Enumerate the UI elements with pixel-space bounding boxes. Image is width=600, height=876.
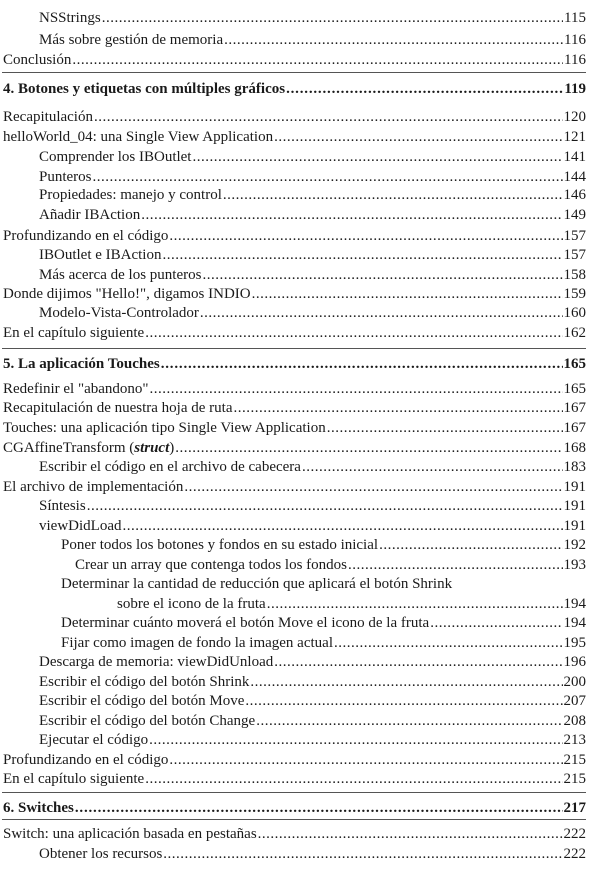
toc-entry-page: 196 — [563, 654, 586, 670]
dot-leader — [163, 845, 562, 863]
toc-entry[interactable] — [75, 556, 586, 574]
dot-leader — [223, 186, 563, 204]
toc-entry-page: 144 — [563, 169, 586, 185]
dot-leader — [274, 653, 562, 671]
toc-entry-title: Profundizando en el código — [3, 752, 169, 768]
dot-leader — [87, 497, 563, 515]
toc-entry-page: 160 — [563, 305, 586, 321]
toc-entry-title: 6. Switches — [3, 800, 74, 816]
toc-entry-page: 116 — [564, 32, 586, 48]
dot-leader — [145, 770, 562, 788]
toc-entry[interactable] — [39, 653, 586, 671]
toc-entry-title: Switch: una aplicación basada en pestañas — [3, 826, 257, 842]
section-divider — [2, 819, 586, 820]
toc-entry-title: Crear un array que contenga todos los fondos — [75, 557, 348, 573]
toc-entry[interactable] — [39, 31, 586, 49]
dot-leader — [286, 80, 563, 98]
dot-leader — [94, 108, 563, 126]
toc-entry[interactable] — [3, 324, 586, 342]
toc-entry[interactable] — [3, 285, 586, 303]
toc-entry[interactable] — [39, 246, 586, 264]
toc-entry[interactable] — [3, 227, 586, 245]
toc-entry-page: 120 — [563, 109, 586, 125]
toc-chapter-entry[interactable] — [3, 80, 586, 98]
toc-entry-title: Comprender los IBOutlet — [39, 149, 192, 165]
dot-leader — [267, 595, 563, 613]
toc-entry[interactable] — [3, 825, 586, 843]
dot-leader — [256, 712, 562, 730]
toc-entry-title: Recapitulación — [3, 109, 93, 125]
toc-entry[interactable] — [3, 419, 586, 437]
section-divider — [2, 72, 586, 73]
toc-entry[interactable] — [39, 712, 586, 730]
toc-entry-title: helloWorld_04: una Single View Application — [3, 129, 274, 145]
toc-entry[interactable] — [61, 634, 586, 652]
toc-entry-page: 116 — [564, 52, 586, 68]
toc-entry[interactable] — [39, 845, 586, 863]
toc-entry-page: 146 — [563, 187, 586, 203]
dot-leader — [252, 285, 563, 303]
toc-entry-title: viewDidLoad — [39, 518, 122, 534]
section-divider — [2, 348, 586, 349]
toc-entry[interactable] — [61, 614, 586, 632]
toc-entry[interactable] — [39, 206, 586, 224]
dot-leader — [149, 731, 562, 749]
toc-entry[interactable] — [39, 458, 586, 476]
toc-entry[interactable] — [39, 692, 586, 710]
toc-entry[interactable] — [39, 304, 586, 322]
toc-entry-page: 191 — [563, 498, 586, 514]
dot-leader — [430, 614, 562, 632]
toc-entry[interactable] — [39, 673, 586, 691]
toc-entry-title: 4. Botones y etiquetas con múltiples gráficos — [3, 81, 286, 97]
dot-leader — [258, 825, 563, 843]
toc-entry-title: Escribir el código del botón Change — [39, 713, 256, 729]
toc-entry-title: Obtener los recursos — [39, 846, 163, 862]
dot-leader — [141, 206, 562, 224]
toc-entry-page: 208 — [563, 713, 586, 729]
toc-entry-page: 215 — [563, 771, 586, 787]
dot-leader — [302, 458, 563, 476]
toc-entry-page: 215 — [563, 752, 586, 768]
dot-leader — [348, 556, 562, 574]
toc-entry-title: Touches: una aplicación tipo Single View Application — [3, 420, 326, 436]
toc-entry[interactable] — [3, 51, 586, 69]
toc-entry-title: Más sobre gestión de memoria — [39, 32, 224, 48]
toc-entry-page: 213 — [563, 732, 586, 748]
toc-entry-title: CGAffineTransform (struct) — [3, 440, 175, 456]
toc-entry[interactable] — [3, 108, 586, 126]
dot-leader — [175, 439, 562, 457]
toc-entry-page: 141 — [563, 149, 586, 165]
toc-entry-emphasis: struct — [134, 440, 170, 456]
toc-entry-title: Profundizando en el código — [3, 228, 169, 244]
toc-entry-page: 121 — [563, 129, 586, 145]
toc-entry-page: 183 — [563, 459, 586, 475]
toc-entry[interactable] — [3, 478, 586, 496]
toc-entry[interactable] — [39, 497, 586, 515]
toc-entry-page: 193 — [563, 557, 586, 573]
dot-leader — [150, 380, 563, 398]
toc-entry[interactable] — [39, 148, 586, 166]
toc-entry-page: 157 — [563, 247, 586, 263]
toc-entry-title: Conclusión — [3, 52, 72, 68]
toc-entry[interactable] — [3, 399, 586, 417]
toc-entry[interactable] — [39, 731, 586, 749]
toc-entry-page: 162 — [563, 325, 586, 341]
dot-leader — [379, 536, 562, 554]
dot-leader — [93, 168, 563, 186]
toc-entry-title: Redefinir el "abandono" — [3, 381, 149, 397]
toc-entry-title: sobre el icono de la fruta — [117, 596, 266, 612]
toc-entry-page: 167 — [563, 400, 586, 416]
dot-leader — [161, 355, 563, 373]
dot-leader — [234, 399, 563, 417]
toc-entry-page: 191 — [563, 518, 586, 534]
toc-entry-page: 165 — [563, 381, 586, 397]
toc-entry[interactable] — [61, 575, 586, 593]
dot-leader — [250, 673, 562, 691]
toc-entry-title: Síntesis — [39, 498, 86, 514]
toc-entry-page: 157 — [563, 228, 586, 244]
dot-leader — [334, 634, 563, 652]
dot-leader — [192, 148, 562, 166]
toc-entry-page: 194 — [563, 615, 586, 631]
toc-entry-page: 119 — [564, 81, 586, 97]
toc-entry[interactable] — [3, 439, 586, 457]
dot-leader — [145, 324, 562, 342]
toc-entry-page: 200 — [563, 674, 586, 690]
toc-entry-page: 159 — [563, 286, 586, 302]
toc-entry-title: IBOutlet e IBAction — [39, 247, 162, 263]
dot-leader — [169, 227, 562, 245]
toc-entry-title: Modelo-Vista-Controlador — [39, 305, 199, 321]
toc-entry-title: Escribir el código del botón Move — [39, 693, 245, 709]
toc-entry-page: 158 — [563, 267, 586, 283]
dot-leader — [245, 692, 562, 710]
section-divider — [2, 792, 586, 793]
toc-entry-title: Recapitulación de nuestra hoja de ruta — [3, 400, 233, 416]
toc-entry-page: 217 — [563, 800, 586, 816]
toc-entry-title: 5. La aplicación Touches — [3, 356, 160, 372]
toc-entry-page: 222 — [563, 846, 586, 862]
toc-entry-page: 168 — [563, 440, 586, 456]
dot-leader — [162, 246, 562, 264]
toc-entry-title: Donde dijimos "Hello!", digamos INDIO — [3, 286, 251, 302]
toc-entry[interactable] — [3, 380, 586, 398]
toc-entry-title: Descarga de memoria: viewDidUnload — [39, 654, 274, 670]
dot-leader — [122, 517, 562, 535]
toc-chapter-entry[interactable] — [3, 355, 586, 373]
toc-entry-title: Propiedades: manejo y control — [39, 187, 222, 203]
toc-entry[interactable] — [3, 128, 586, 146]
dot-leader — [274, 128, 562, 146]
toc-entry[interactable] — [117, 595, 586, 613]
toc-entry-page: 149 — [563, 207, 586, 223]
toc-entry-page: 167 — [563, 420, 586, 436]
toc-entry-page: 222 — [563, 826, 586, 842]
toc-entry-page: 115 — [564, 10, 586, 26]
toc-entry-page: 165 — [563, 356, 586, 372]
toc-entry[interactable] — [3, 751, 586, 769]
toc-entry[interactable] — [3, 770, 586, 788]
dot-leader — [184, 478, 562, 496]
toc-entry[interactable] — [39, 168, 586, 186]
dot-leader — [200, 304, 563, 322]
toc-entry-title: El archivo de implementación — [3, 479, 184, 495]
toc-entry[interactable] — [61, 536, 586, 554]
dot-leader — [72, 51, 563, 69]
toc-entry-title: Determinar cuánto moverá el botón Move el icono de la fruta — [61, 615, 430, 631]
toc-entry-title: Fijar como imagen de fondo la imagen actual — [61, 635, 333, 651]
toc-entry-title: Ejecutar el código — [39, 732, 149, 748]
toc-entry-title: NSStrings — [39, 10, 101, 26]
toc-entry-page: 207 — [563, 693, 586, 709]
toc-entry-title: Determinar la cantidad de reducción que aplicará el botón Shrink — [61, 576, 453, 592]
toc-entry[interactable] — [39, 266, 586, 284]
toc-entry-title: En el capítulo siguiente — [3, 771, 145, 787]
dot-leader — [169, 751, 562, 769]
dot-leader — [202, 266, 562, 284]
toc-entry[interactable] — [39, 517, 586, 535]
dot-leader — [75, 799, 563, 817]
toc-entry-page: 192 — [563, 537, 586, 553]
toc-entry-page: 194 — [563, 596, 586, 612]
toc-entry[interactable] — [39, 186, 586, 204]
toc-entry-title: Escribir el código del botón Shrink — [39, 674, 250, 690]
toc-entry[interactable] — [39, 9, 586, 27]
toc-entry-page: 191 — [563, 479, 586, 495]
toc-entry-title: En el capítulo siguiente — [3, 325, 145, 341]
dot-leader — [327, 419, 563, 437]
toc-entry-title: Añadir IBAction — [39, 207, 141, 223]
toc-entry-title: Poner todos los botones y fondos en su estado inicial — [61, 537, 379, 553]
toc-entry-title: Más acerca de los punteros — [39, 267, 202, 283]
toc-chapter-entry[interactable] — [3, 799, 586, 817]
toc-entry-title: Escribir el código en el archivo de cabecera — [39, 459, 301, 475]
toc-entry-title: Punteros — [39, 169, 92, 185]
toc-entry-page: 195 — [563, 635, 586, 651]
dot-leader — [102, 9, 563, 27]
dot-leader — [224, 31, 563, 49]
